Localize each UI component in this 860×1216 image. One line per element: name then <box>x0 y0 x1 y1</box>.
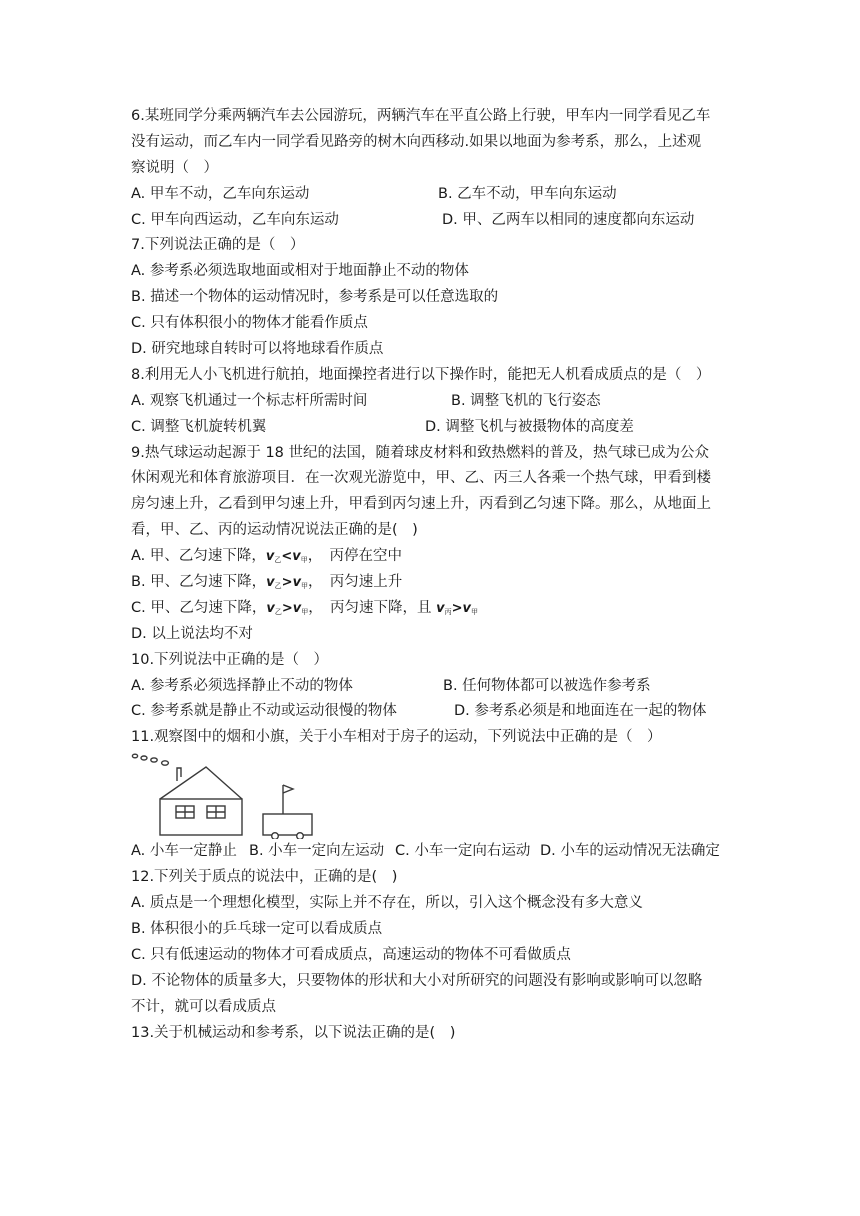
smoke-puff-icon <box>162 761 169 765</box>
house-and-cart-figure <box>131 751 736 839</box>
option-c: C. 甲车向西运动，乙车向东运动 <box>131 211 339 228</box>
chimney-icon <box>177 768 181 781</box>
options-row <box>131 674 736 700</box>
option-d: D. 以上说法均不对 <box>131 625 253 642</box>
smoke-puff-icon <box>141 756 147 760</box>
house-icon <box>160 799 242 835</box>
options-row <box>131 415 736 441</box>
options-row <box>131 389 736 415</box>
option-d: D. 研究地球自转时可以将地球看作质点 <box>131 341 384 358</box>
option-a: A. 质点是一个理想化模型，实际上并不存在，所以，引入这个概念没有多大意义 <box>131 895 643 912</box>
option-a: A. 甲、乙匀速下降，$v_乙<v_甲$， 丙停在空中 <box>131 548 403 565</box>
option-d: D. 参考系必须是和地面连在一起的物体 <box>454 703 707 720</box>
option-c: C. 调整飞机旋转机翼 <box>131 418 267 435</box>
cart-icon <box>263 814 312 835</box>
options-row <box>131 699 736 725</box>
option-d: D. 甲、乙两车以相同的速度都向东运动 <box>442 211 695 228</box>
question-stem-line: 9.热气球运动起源于 18 世纪的法国，随着球皮材料和致热燃料的普及，热气球已成为公众 <box>131 444 709 461</box>
house-roof-icon <box>160 767 242 799</box>
option-b: B. 体积很小的乒乓球一定可以看成质点 <box>131 920 383 937</box>
question-13 <box>131 1021 736 1047</box>
options-row <box>131 182 736 208</box>
option-c: C. 只有低速运动的物体才可看成质点，高速运动的物体不可看做质点 <box>131 946 571 963</box>
option-b: B. 调整飞机的飞行姿态 <box>451 392 601 409</box>
option-d: D. 不论物体的质量多大，只要物体的形状和大小对所研究的问题没有影响或影响可以忽略 <box>131 972 703 989</box>
question-stem-line: 房匀速上升，乙看到甲匀速上升，甲看到丙匀速上升，丙看到乙匀速下降。那么，从地面上 <box>131 496 711 513</box>
question-stem-line: 看，甲、乙、丙的运动情况说法正确的是( ) <box>131 522 418 539</box>
option-a: A. 小车一定静止 <box>131 843 237 860</box>
question-7 <box>131 233 736 362</box>
question-stem-line: 6.某班同学分乘两辆汽车去公园游玩，两辆汽车在平直公路上行驶，甲车内一同学看见乙车 <box>131 108 711 124</box>
option-a: A. 观察飞机通过一个标志杆所需时间 <box>131 392 368 409</box>
question-list <box>131 104 736 1046</box>
option-c: C. 参考系就是静止不动或运动很慢的物体 <box>131 703 397 720</box>
option-a: A. 参考系必须选取地面或相对于地面静止不动的物体 <box>131 263 469 280</box>
question-12 <box>131 865 736 1020</box>
option-c: C. 小车一定向右运动 <box>395 843 531 860</box>
option-b: B. 描述一个物体的运动情况时，参考系是可以任意选取的 <box>131 289 499 306</box>
smoke-puff-icon <box>151 758 157 762</box>
question-stem: 11.观察图中的烟和小旗，关于小车相对于房子的运动，下列说法中正确的是（ ） <box>131 729 662 746</box>
option-b: B. 甲、乙匀速下降，$v_乙>v_甲$， 丙匀速上升 <box>131 574 403 591</box>
option-d: D. 小车的运动情况无法确定 <box>540 843 720 860</box>
question-stem: 7.下列说法正确的是（ ） <box>131 237 305 254</box>
option-b: B. 小车一定向左运动 <box>249 843 385 860</box>
option-b: B. 乙车不动，甲车向东运动 <box>438 185 617 202</box>
question-10 <box>131 648 736 726</box>
question-8 <box>131 363 736 441</box>
question-stem: 12.下列关于质点的说法中，正确的是( ) <box>131 869 398 886</box>
option-c: C. 甲、乙匀速下降，$v_乙>v_甲$， 丙匀速下降，且 $v_丙>v_甲$ <box>131 599 478 616</box>
question-stem-line: 休闲观光和体育旅游项目．在一次观光游览中，甲、乙、丙三人各乘一个热气球，甲看到楼 <box>131 470 711 487</box>
question-stem: 8.利用无人小飞机进行航拍，地面操控者进行以下操作时，能把无人机看成质点的是（ ） <box>131 366 711 383</box>
option-c: C. 只有体积很小的物体才能看作质点 <box>131 315 368 332</box>
flag-icon <box>283 785 293 793</box>
options-row <box>131 208 736 234</box>
question-stem: 10.下列说法中正确的是（ ） <box>131 651 329 668</box>
option-b: B. 任何物体都可以被选作参考系 <box>443 677 651 694</box>
house-cart-illustration <box>131 753 331 839</box>
wheel-icon <box>272 833 279 839</box>
question-stem: 13.关于机械运动和参考系，以下说法正确的是( ) <box>131 1024 456 1041</box>
smoke-puff-icon <box>132 754 137 758</box>
options-row <box>131 839 736 865</box>
question-9 <box>131 441 736 648</box>
question-stem-line: 没有运动，而乙车内一同学看见路旁的树木向西移动.如果以地面为参考系，那么，上述观 <box>131 133 702 150</box>
option-a: A. 参考系必须选择静止不动的物体 <box>131 677 353 694</box>
option-d-continued: 不计，就可以看成质点 <box>131 998 276 1015</box>
option-d: D. 调整飞机与被摄物体的高度差 <box>425 418 634 435</box>
question-stem-line: 察说明（ ） <box>131 159 218 176</box>
wheel-icon <box>297 833 304 839</box>
question-11 <box>131 725 736 865</box>
question-6 <box>131 104 736 233</box>
option-a: A. 甲车不动，乙车向东运动 <box>131 185 310 202</box>
